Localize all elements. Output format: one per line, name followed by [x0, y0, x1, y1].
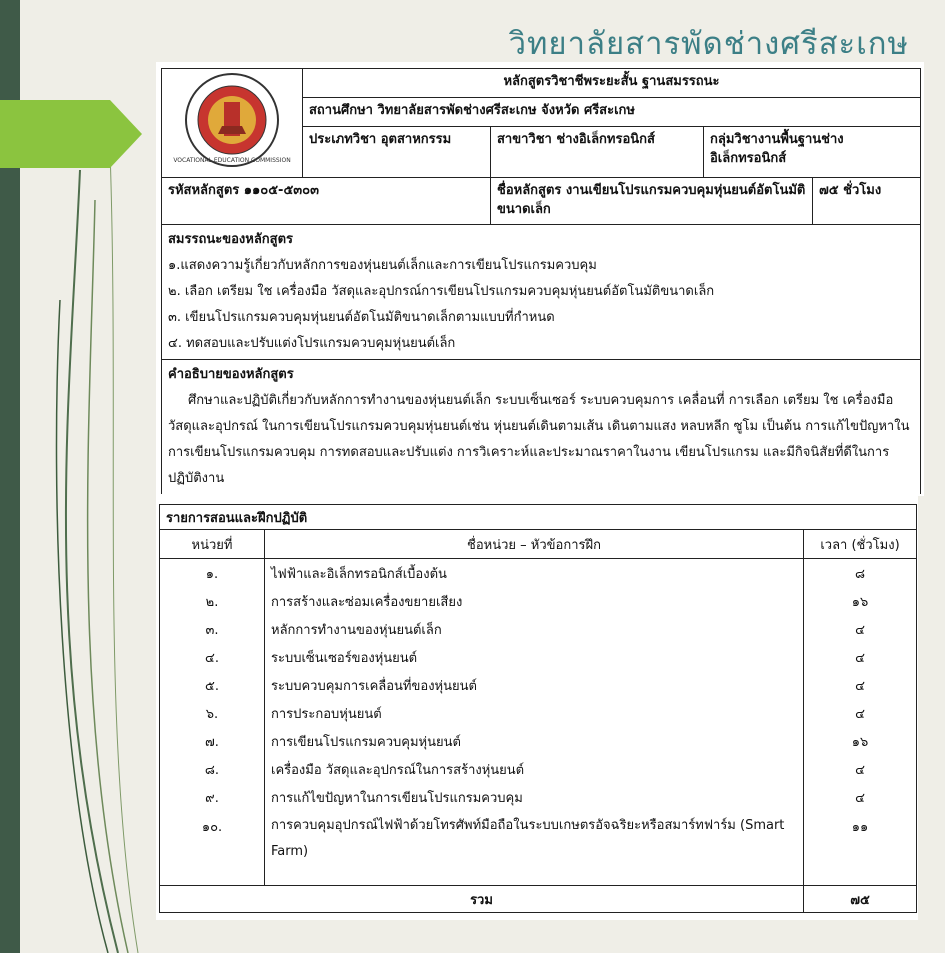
- site-title: วิทยาลัยสารพัดช่างศรีสะเกษ: [508, 26, 909, 62]
- unit-topic: ระบบควบคุมการเคลื่อนที่ของหุ่นยนต์: [265, 671, 804, 699]
- unit-topic: หลักการทำงานของหุ่นยนต์เล็ก: [265, 615, 804, 643]
- unit-number: ๙.: [160, 783, 265, 811]
- table-row: [160, 559, 917, 588]
- logo-cell: [162, 69, 303, 178]
- course-major: สาขาวิชา ช่างอิเล็กทรอนิกส์: [491, 127, 704, 178]
- unit-topic: ระบบเซ็นเซอร์ของหุ่นยนต์: [265, 643, 804, 671]
- total-label: รวม: [160, 886, 804, 913]
- course-header-table: [161, 68, 921, 494]
- unit-hours: ๔: [804, 643, 917, 671]
- description-text: ศึกษาและปฏิบัติเกี่ยวกับหลักการทำงานของหุ่นยนต์เล็ก ระบบเซ็นเซอร์ ระบบควบคุมการ เคลื่อนที่ การเลือก เตรียม ใช เครื่องมือ วัสดุและอุปกรณ์ ในการเขียนโปรแกรมควบคุมหุ่นยนต์เช่น หุ่นยนต์เดินตามเส้น เดินตามแสง หลบหลีก ซูโม เป็นต้น การแก้ไขปัญหาในการเขียนโปรแกรมควบคุม การทดสอบและปรับแต่ง การวิเคราะห์และประมาณราคาในงาน เขียนโปรแกรม และมีกิจนิสัยที่ดีในการ ปฏิบัติงาน: [168, 393, 910, 486]
- unit-number: ๘.: [160, 755, 265, 783]
- unit-hours: ๔: [804, 615, 917, 643]
- course-sheet: [156, 62, 924, 496]
- unit-hours: ๑๑: [804, 811, 917, 865]
- total-row: [160, 886, 917, 913]
- col-unit-header: หน่วยที่: [160, 530, 265, 559]
- unit-number: ๒.: [160, 587, 265, 615]
- description-heading: คำอธิบายของหลักสูตร: [168, 367, 294, 382]
- table-row: [160, 811, 917, 865]
- unit-topic: การประกอบหุ่นยนต์: [265, 699, 804, 727]
- course-code: รหัสหลักสูตร ๑๑๐๕-๕๓๐๓: [162, 178, 491, 225]
- table-row: [160, 587, 917, 615]
- table-row: [160, 615, 917, 643]
- unit-number: ๑.: [160, 559, 265, 588]
- competencies-section: [162, 225, 921, 360]
- program-title: หลักสูตรวิชาชีพระยะสั้น ฐานสมรรถนะ: [303, 69, 921, 98]
- table-row: [160, 699, 917, 727]
- unit-hours: ๘: [804, 559, 917, 588]
- course-group: กลุ่มวิชางานพื้นฐานช่าง อิเล็กทรอนิกส์: [704, 127, 921, 178]
- college-seal-logo: [173, 72, 291, 168]
- description-section: [162, 360, 921, 495]
- competency-item: ๔. ทดสอบและปรับแต่งโปรแกรมควบคุมหุ่นยนต์เล็ก: [168, 336, 456, 351]
- unit-topic: การแก้ไขปัญหาในการเขียนโปรแกรมควบคุม: [265, 783, 804, 811]
- unit-topic: ไฟฟ้าและอิเล็กทรอนิกส์เบื้องต้น: [265, 559, 804, 588]
- unit-number: ๕.: [160, 671, 265, 699]
- unit-hours: ๑๖: [804, 727, 917, 755]
- course-name: ชื่อหลักสูตร งานเขียนโปรแกรมควบคุมหุ่นยนต์อัตโนมัติขนาดเล็ก: [491, 178, 813, 225]
- course-type: ประเภทวิชา อุตสาหกรรม: [303, 127, 491, 178]
- table-spacer-row: [160, 865, 917, 886]
- schedule-heading: รายการสอนและฝึกปฏิบัติ: [160, 505, 917, 530]
- unit-hours: ๔: [804, 755, 917, 783]
- competency-item: ๓. เขียนโปรแกรมควบคุมหุ่นยนต์อัตโนมัติขนาดเล็กตามแบบที่กำหนด: [168, 310, 555, 325]
- schedule-sheet: [156, 496, 918, 920]
- unit-hours: ๔: [804, 671, 917, 699]
- unit-topic: การสร้างและซ่อมเครื่องขยายเสียง: [265, 587, 804, 615]
- institution-line: สถานศึกษา วิทยาลัยสารพัดช่างศรีสะเกษ จังหวัด ศรีสะเกษ: [303, 98, 921, 127]
- unit-hours: ๑๖: [804, 587, 917, 615]
- schedule-table: [159, 504, 917, 913]
- arrow-shape: [0, 100, 142, 168]
- table-row: [160, 755, 917, 783]
- unit-number: ๖.: [160, 699, 265, 727]
- table-row: [160, 727, 917, 755]
- unit-topic: เครื่องมือ วัสดุและอุปกรณ์ในการสร้างหุ่นยนต์: [265, 755, 804, 783]
- svg-text:VOCATIONAL EDUCATION COMMISSIO: VOCATIONAL EDUCATION COMMISSION: [173, 157, 291, 164]
- unit-number: ๓.: [160, 615, 265, 643]
- table-row: [160, 783, 917, 811]
- unit-topic: การควบคุมอุปกรณ์ไฟฟ้าด้วยโทรศัพท์มือถือในระบบเกษตรอัจฉริยะหรือสมาร์ทฟาร์ม (Smart Farm): [265, 811, 804, 865]
- table-row: [160, 643, 917, 671]
- table-row: [160, 671, 917, 699]
- course-hours: ๗๕ ชั่วโมง: [813, 178, 921, 225]
- col-topic-header: ชื่อหน่วย – หัวข้อการฝึก: [265, 530, 804, 559]
- unit-number: ๔.: [160, 643, 265, 671]
- unit-topic: การเขียนโปรแกรมควบคุมหุ่นยนต์: [265, 727, 804, 755]
- unit-hours: ๔: [804, 783, 917, 811]
- competencies-heading: สมรรถนะของหลักสูตร: [168, 232, 294, 247]
- unit-number: ๑๐.: [160, 811, 265, 865]
- total-hours: ๗๕: [804, 886, 917, 913]
- unit-number: ๗.: [160, 727, 265, 755]
- col-time-header: เวลา (ชั่วโมง): [804, 530, 917, 559]
- unit-hours: ๔: [804, 699, 917, 727]
- competency-item: ๒. เลือก เตรียม ใช เครื่องมือ วัสดุและอุปกรณ์การเขียนโปรแกรมควบคุมหุ่นยนต์อัตโนมัติขนาดเล็ก: [168, 284, 715, 299]
- competency-item: ๑.แสดงความรู้เกี่ยวกับหลักการของหุ่นยนต์เล็กและการเขียนโปรแกรมควบคุม: [168, 258, 597, 273]
